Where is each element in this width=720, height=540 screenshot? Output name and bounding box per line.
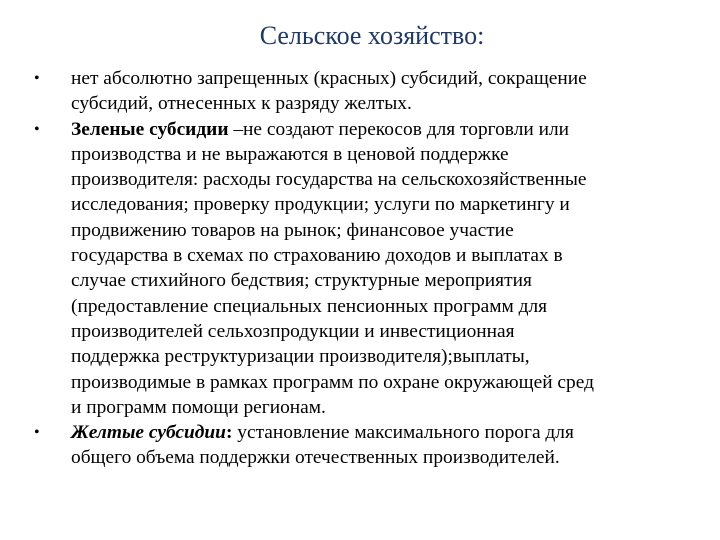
bullet-item-green-subsidies xyxy=(34,117,720,421)
bullet-text: установление максимального порога для xyxy=(232,422,574,444)
bullet-line: производителей сельхозпродукции и инвестиционная xyxy=(71,320,515,342)
bullet-line: субсидий, отнесенных к разряду желтых. xyxy=(71,93,412,115)
bullet-line: производителя: расходы государства на сельскохозяйственные xyxy=(71,169,587,191)
yellow-subsidies-term: Желтые субсидии xyxy=(71,422,226,444)
bullet-line: (предоставление специальных пенсионных программ для xyxy=(71,295,548,317)
bullet-dot-icon: • xyxy=(34,120,40,138)
bullet-line: и программ помощи регионам. xyxy=(71,396,326,418)
bullet-line: исследования; проверку продукции; услуги по маркетингу и xyxy=(71,194,570,216)
bullet-line: производимые в рамках программ по охране окружающей сред xyxy=(71,371,594,393)
bullet-dot-icon: • xyxy=(34,424,40,442)
bullet-line: государства в схемах по страхованию доходов и выплатах в xyxy=(71,245,563,267)
slide-title: Сельское хозяйство: xyxy=(259,21,485,50)
green-subsidies-term: Зеленые субсидии xyxy=(71,118,229,140)
term-colon: : xyxy=(225,422,233,444)
bullet-item-yellow-subsidies xyxy=(34,420,720,471)
bullet-line: поддержка реструктуризации производителя);выплаты, xyxy=(71,346,530,368)
bullet-line: общего объема поддержки отечественных производителей. xyxy=(71,447,560,469)
bullet-first-line xyxy=(71,420,720,445)
bullet-first-line xyxy=(71,117,720,142)
bullet-item-red-subsidies xyxy=(34,66,720,117)
bullet-line: нет абсолютно запрещенных (красных) субсидий, сокращение xyxy=(71,68,587,89)
bullet-dot-icon: • xyxy=(34,70,40,87)
bullet-line: случае стихийного бедствия; структурные мероприятия xyxy=(71,270,532,292)
bullet-list xyxy=(34,66,720,471)
bullet-line: производства и не выражаются в ценовой поддержке xyxy=(71,143,509,165)
bullet-text: –не создают перекосов для торговли или xyxy=(228,118,570,140)
bullet-line: продвижению товаров на рынок; финансовое участие xyxy=(71,219,514,241)
